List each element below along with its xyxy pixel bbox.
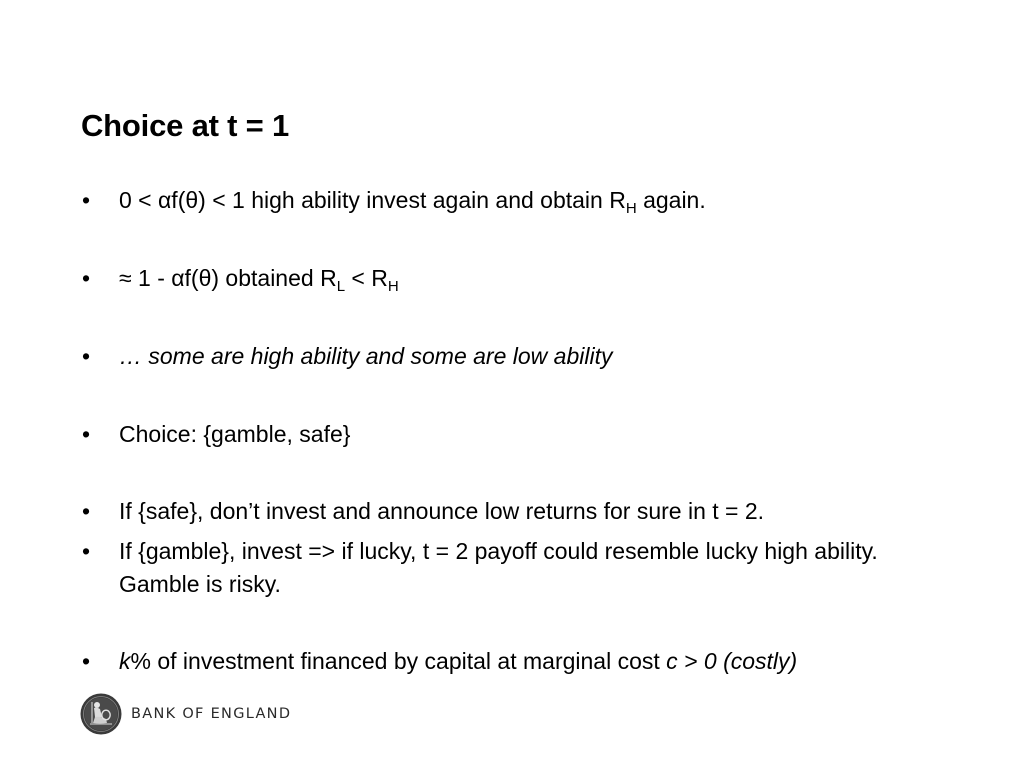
bullet-text-3: … some are high ability and some are low ability bbox=[119, 343, 613, 369]
bullet-text-2 bbox=[119, 262, 952, 295]
bank-of-england-logo bbox=[80, 693, 291, 735]
bullet-2-middle: < R bbox=[345, 265, 388, 291]
bullet-item-6 bbox=[82, 535, 952, 601]
bullet-1-prefix: 0 < αf(θ) < 1 high ability invest again and obtain R bbox=[119, 187, 626, 213]
subscript-h: H bbox=[625, 200, 637, 217]
subscript-h: H bbox=[387, 278, 399, 295]
bullet-dot: • bbox=[82, 187, 91, 213]
bullet-item-7 bbox=[82, 645, 952, 678]
bullet-item-3 bbox=[82, 340, 952, 373]
bullet-text-1 bbox=[119, 184, 952, 217]
subscript-l: L bbox=[336, 278, 346, 295]
bullet-text-4: Choice: {gamble, safe} bbox=[119, 421, 351, 447]
bullet-item-5 bbox=[82, 495, 952, 528]
bullet-dot: • bbox=[82, 538, 91, 564]
bullet-dot: • bbox=[82, 648, 91, 674]
slide-title: Choice at t = 1 bbox=[81, 108, 290, 143]
bullet-7-k: k bbox=[119, 648, 131, 674]
bullet-dot: • bbox=[82, 265, 91, 291]
bullet-dot: • bbox=[82, 343, 91, 369]
bullet-7-middle: % of investment financed by capital at marginal cost bbox=[130, 648, 667, 674]
bank-name: BANK OF ENGLAND bbox=[131, 706, 292, 722]
bullet-dot: • bbox=[82, 498, 91, 524]
bullet-7-cost: c > 0 (costly) bbox=[666, 648, 798, 674]
bullet-2-prefix: ≈ 1 - αf(θ) obtained R bbox=[119, 265, 337, 291]
bullet-item-4 bbox=[82, 418, 952, 451]
bullet-text-7 bbox=[119, 645, 952, 678]
bullet-text-6: If {gamble}, invest => if lucky, t = 2 payoff could resemble lucky high ability. Gamble is risky. bbox=[119, 538, 878, 597]
bullet-item-1 bbox=[82, 184, 952, 217]
bullet-text-5: If {safe}, don’t invest and announce low returns for sure in t = 2. bbox=[119, 498, 765, 524]
bullet-item-2 bbox=[82, 262, 952, 295]
bank-of-england-seal-icon bbox=[80, 693, 122, 735]
bullet-dot: • bbox=[82, 421, 91, 447]
bullet-1-suffix: again. bbox=[636, 187, 706, 213]
